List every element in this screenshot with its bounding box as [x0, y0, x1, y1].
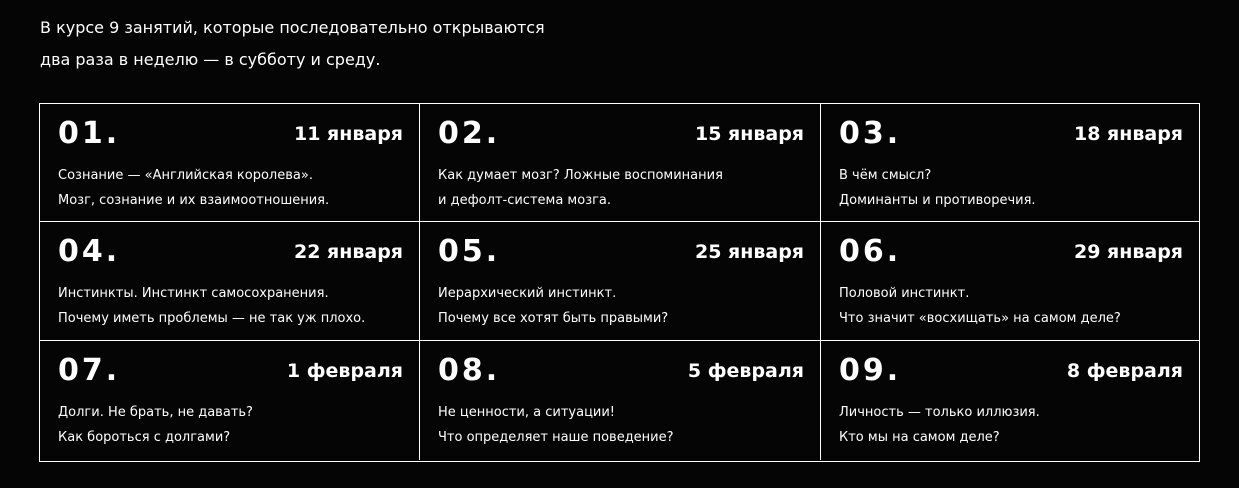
lesson-description-line-2: Как бороться с долгами? [58, 430, 231, 445]
lesson-description [438, 163, 723, 213]
lesson-date: 29 января [1073, 241, 1183, 263]
lesson-description-line-2: Почему все хотят быть правыми? [438, 311, 669, 326]
lesson-card-04 [40, 222, 420, 341]
lesson-number: 08. [438, 353, 501, 388]
lesson-card-08 [420, 341, 821, 460]
lesson-description-line-2: Мозг, сознание и их взаимоотношения. [58, 193, 330, 208]
lesson-card-02 [420, 104, 821, 222]
lesson-description-line-1: В чём смысл? [839, 168, 932, 183]
lesson-description-line-2: Что значит «восхищать» на самом деле? [839, 311, 1121, 326]
lesson-card-01 [40, 104, 420, 222]
lesson-number: 05. [438, 234, 501, 269]
lesson-number: 04. [58, 234, 121, 269]
lesson-description [839, 400, 1040, 450]
lesson-date: 25 января [694, 241, 804, 263]
lesson-date: 15 января [694, 123, 804, 145]
lesson-description [58, 163, 329, 213]
lesson-description [438, 400, 674, 450]
lesson-description-line-1: Сознание — «Английская королева». [58, 168, 313, 183]
lesson-description [839, 163, 1036, 213]
lesson-description [58, 400, 253, 450]
lesson-description-line-1: Как думает мозг? Ложные воспоминания [438, 168, 723, 183]
lesson-number: 03. [839, 116, 902, 151]
lesson-date: 18 января [1073, 123, 1183, 145]
lesson-description [58, 281, 365, 331]
lesson-description-line-1: Долги. Не брать, не давать? [58, 405, 253, 420]
lessons-grid [39, 103, 1200, 462]
lesson-date: 8 февраля [1066, 360, 1183, 382]
intro-line-2: два раза в неделю — в субботу и среду. [40, 50, 381, 69]
lesson-number: 07. [58, 353, 121, 388]
lesson-date: 5 февраля [687, 360, 804, 382]
intro-line-1: В курсе 9 занятий, которые последовательно открываются [40, 18, 545, 37]
lesson-date: 1 февраля [286, 360, 403, 382]
lesson-number: 02. [438, 116, 501, 151]
lesson-description-line-2: Что определяет наше поведение? [438, 430, 674, 445]
lesson-description-line-1: Не ценности, а ситуации! [438, 405, 616, 420]
lesson-description-line-1: Иерархический инстинкт. [438, 286, 617, 301]
lesson-description-line-1: Инстинкты. Инстинкт самосохранения. [58, 286, 329, 301]
lesson-description-line-1: Половой инстинкт. [839, 286, 970, 301]
lesson-number: 01. [58, 116, 121, 151]
lesson-number: 06. [839, 234, 902, 269]
lesson-number: 09. [839, 353, 902, 388]
lesson-card-09 [821, 341, 1199, 460]
lesson-card-03 [821, 104, 1199, 222]
lesson-description-line-2: Почему иметь проблемы — не так уж плохо. [58, 311, 366, 326]
lesson-card-05 [420, 222, 821, 341]
lesson-description-line-2: и дефолт-система мозга. [438, 193, 612, 208]
lesson-date: 11 января [293, 123, 403, 145]
lesson-description [438, 281, 668, 331]
lesson-card-07 [40, 341, 420, 460]
lesson-card-06 [821, 222, 1199, 341]
lesson-description-line-2: Кто мы на самом деле? [839, 430, 1000, 445]
lesson-date: 22 января [293, 241, 403, 263]
lesson-description [839, 281, 1121, 331]
lesson-description-line-2: Доминанты и противоречия. [839, 193, 1036, 208]
course-intro [40, 12, 740, 76]
lesson-description-line-1: Личность — только иллюзия. [839, 405, 1040, 420]
